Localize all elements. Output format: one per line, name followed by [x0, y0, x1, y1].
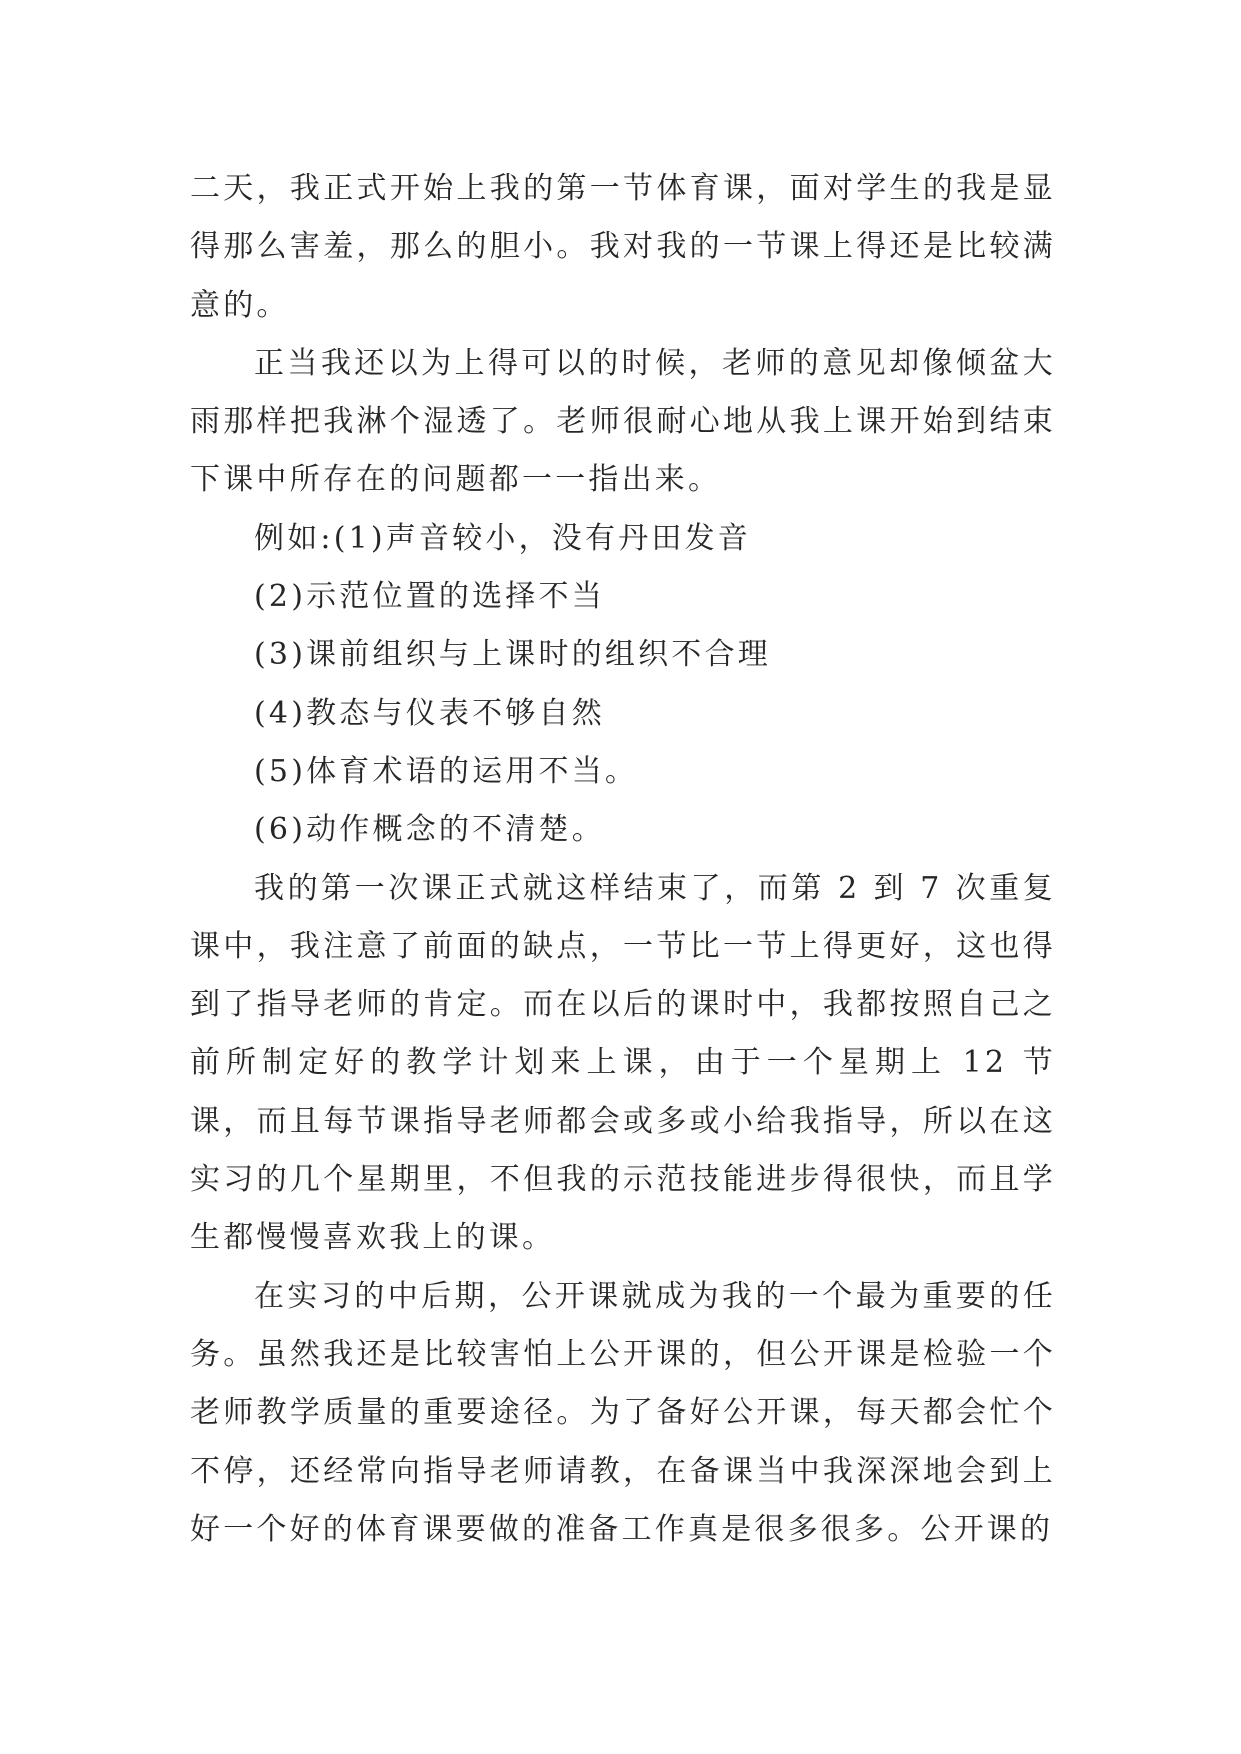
document-body: [190, 160, 1056, 1559]
list-item-1: 例如:(1)声音较小，没有丹田发音: [254, 520, 752, 556]
list-item-6: (6)动作概念的不清楚。: [254, 812, 605, 848]
list-item-5: (5)体育术语的运用不当。: [254, 753, 639, 789]
list-item-2: (2)示范位置的选择不当: [254, 579, 605, 615]
list-item-4: (4)教态与仪表不够自然: [254, 695, 605, 731]
list-item-3: (3)课前组织与上课时的组织不合理: [254, 637, 771, 673]
paragraph-progress: 我的第一次课正式就这样结束了，而第 2 到 7 次重复课中，我注意了前面的缺点，一节比一节上得更好，这也得到了指导老师的肯定。而在以后的课时中，我都按照自己之前所制定好的教学计划来上课，由于一个星期上 12 节课，而且每节课指导老师都会或多或小给我指导，所以在这实习的几个星期里，不但我的示范技能进步得很快，而且学生都慢慢喜欢我上的课。: [190, 870, 1056, 1256]
paragraph-continued: 二天，我正式开始上我的第一节体育课，面对学生的我是显得那么害羞，那么的胆小。我对我的一节课上得还是比较满意的。: [190, 171, 1056, 323]
paragraph-teacher-feedback: 正当我还以为上得可以的时候，老师的意见却像倾盆大雨那样把我淋个湿透了。老师很耐心地从我上课开始到结束下课中所存在的问题都一一指出来。: [190, 345, 1056, 498]
paragraph-open-class: 在实习的中后期，公开课就成为我的一个最为重要的任务。虽然我还是比较害怕上公开课的，但公开课是检验一个老师教学质量的重要途径。为了备好公开课，每天都会忙个不停，还经常向指导老师请教，在备课当中我深深地会到上好一个好的体育课要做的准备工作真是很多很多。公开课的: [190, 1278, 1056, 1547]
